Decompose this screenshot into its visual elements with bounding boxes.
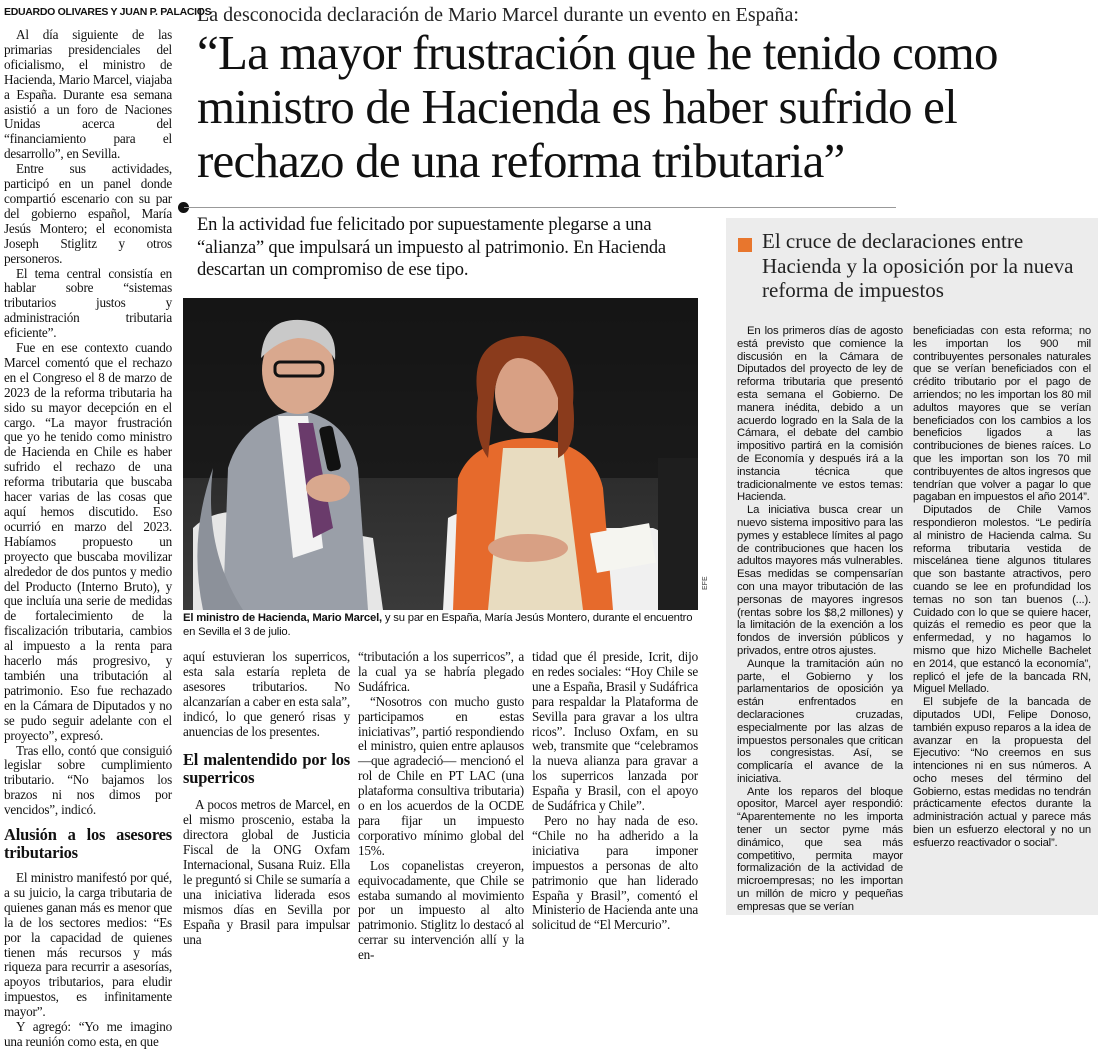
left-column — [4, 27, 172, 1049]
paragraph: Pero no hay nada de eso. “Chile no ha adherido a la iniciativa para imponer impuestos a personas de alto patrimonio que han liderado España y Brasil”, comentó el Ministerio de Hacienda ante una solicitud de “El Mercurio”. — [532, 812, 698, 933]
paragraph: Tras ello, contó que consiguió legislar sobre cumplimiento tributario. “No bajamos los brazos ni nos dimos por vencidos”, indicó. — [4, 742, 172, 818]
paragraph: tidad que él preside, Icrit, dijo en redes sociales: “Hoy Chile se une a España, Brasil y Sudáfrica para respaldar la Plataforma de Sevilla para gravar a los ultra ricos”. Incluso Oxfam, en su web, transmite que “celebramos la nueva alianza para gravar a los superricos lanzada por España y Brasil, con el apoyo de Sudáfrica y Chile”. — [532, 649, 698, 814]
deck: En la actividad fue felicitado por supuestamente plegarse a una “alianza” que impulsará un impuesto al patrimonio. En Hacienda descartan un compromiso de ese tipo. — [197, 215, 666, 280]
byline: EDUARDO OLIVARES Y JUAN P. PALACIOS — [4, 6, 212, 18]
subheading: El malentendido por los superricos — [183, 750, 350, 787]
paragraph: Fue en ese contexto cuando Marcel comentó que el rechazo en el Congreso el 8 de marzo de 2023 de la reforma tributaria ha sido su mayor decepción en el cargo. “La mayor frustración que yo he tenido como ministro de Hacienda en Chile es haber sufrido el rechazo de una reforma tributaria que buscaba hacer varias de las cosas que aquí hemos discutido. Eso ocurrió en marzo del 2023. Habíamos propuesto un proyecto que buscaba movilizar alrededor de dos puntos y medio del Producto (Interno Bruto), y que incluía una serie de medidas de fortalecimiento de la fiscalización tributaria, cambios al impuesto a la renta para hacerlo más progresivo, y también una tributación al patrimonio. Eso fue rechazado en la Cámara de Diputados y no se pudo seguir adelante con el proyecto”, expresó. — [4, 340, 172, 743]
column-3 — [358, 649, 524, 963]
news-photo — [183, 298, 698, 610]
paragraph: Entre sus actividades, participó en un panel donde compartió escenario con su par del gobierno español, María Jesús Montero; el economista Joseph Stiglitz y otros personeros. — [4, 161, 172, 266]
caption-bold: El ministro de Hacienda, Mario Marcel, — [183, 612, 382, 624]
sidebar-column-1 — [737, 325, 903, 913]
subheading: Alusión a los asesores tributarios — [4, 825, 172, 862]
paragraph: Al día siguiente de las primarias presidenciales del oficialismo, el ministro de Hacienda, Mario Marcel, viajaba a España. Durante esa semana asistió a un foro de Naciones Unidas acerca del “financiamiento para el desarrollo”, en Sevilla. — [4, 27, 172, 162]
photo-illustration — [183, 298, 698, 610]
paragraph: Aunque la tramitación aún no parte, el Gobierno y los parlamentarios de oposición ya están enfrentados en declaraciones cruzadas, especialmente por las alzas de impuestos personales que critican los congresistas. Así, se complicaría el avance de la iniciativa. — [737, 657, 903, 785]
paragraph: Los copanelistas creyeron, equivocadamente, que Chile se estaba sumando al movimiento por un impuesto al alto patrimonio. Stiglitz lo destacó al cerrar su intervención allí y la en- — [358, 857, 524, 963]
paragraph: El tema central consistía en hablar sobre “sistemas tributarios justos y administración tributaria eficiente”. — [4, 265, 172, 341]
paragraph: A pocos metros de Marcel, en el mismo proscenio, estaba la directora global de Justicia Fiscal de la ONG Oxfam Internacional, Susana Ruiz. Ella le preguntó si Chile se sumaría a una iniciativa liderada esos mismos días en Sevilla por España y Brasil para impulsar una — [183, 797, 350, 947]
paragraph: Ante los reparos del bloque opositor, Marcel ayer respondió: “Aparentemente no les importa tener un sector pyme más dinámico, que sea más competitivo, permita mayor formalización de la actividad de microempresas; no les importan un millón de micro y pequeñas empresas que se verían — [737, 785, 903, 913]
paragraph: aquí estuvieran los superricos, esta sala estaría repleta de asesores tributarios. No alcanzarían a caber en esta sala”, indicó, lo que generó risas y anuencias de los presentes. — [183, 649, 350, 739]
sidebar-column-2 — [913, 325, 1091, 910]
paragraph: El subjefe de la bancada de diputados UDI, Felipe Donoso, también expuso reparos a la idea de avanzar en la propuesta del Ejecutivo: “No creemos en sus intenciones ni en sus números. A ocho meses del término del Gobierno, estas medidas no tendrán prácticamente efectos durante la administración actual y parece más bien un esfuerzo electoral y no un esfuerzo reactivador o social”. — [913, 696, 1091, 849]
paragraph: “tributación a los superricos”, a la cual ya se habría plegado Sudáfrica. — [358, 649, 524, 694]
paragraph: La iniciativa busca crear un nuevo sistema impositivo para las pymes y establece límites al pago de contribuciones que hacen los adultos mayores más vulnerables. Esas medidas se compensarían con una mayor tributación de las personas de mayores ingresos (rentas sobre los $8,2 millones) y la limitación de la exención a los fondos de inversión públicos y privados, entre otros ajustes. — [737, 504, 903, 657]
paragraph: Y agregó: “Yo me imagino una reunión como esta, en que — [4, 1019, 172, 1049]
orange-square-icon — [738, 238, 752, 252]
column-2 — [183, 649, 350, 947]
paragraph: Diputados de Chile Vamos respondieron molestos. “Le pediría al ministro de Hacienda calma. Su reforma tributaria vestida de miscelánea tiene algunos titulares que son bastante atractivos, pero cuando se lee en profundidad los temas no son tan buenos (...). Cuidado con lo que se quiere hacer, quizás el remedio es peor que la enfermedad, y no hagamos lo mismo que hizo Michelle Bachelet en 2014, que estancó la economía”, replicó el jefe de la bancada RN, Miguel Mellado. — [913, 504, 1091, 696]
divider — [184, 207, 896, 208]
column-4 — [532, 649, 698, 933]
photo-caption — [183, 612, 698, 639]
kicker: La desconocida declaración de Mario Marcel durante un evento en España: — [197, 4, 799, 26]
sidebar-title: El cruce de declaraciones entre Hacienda y la oposición por la nueva reforma de impuestos — [762, 229, 1074, 302]
paragraph: beneficiadas con esta reforma; no les importan los 900 mil contribuyentes personales naturales que se verían beneficiados con el crédito tributario por el pago de arriendos; no les importan los 80 mil adultos mayores que se verían beneficiados con los cambios a los beneficios ligados a las contribuciones de bienes raíces. Lo que les importan son los 70 mil contribuyentes de altos ingresos que tendrían que volver a pagar lo que pagaban en impuestos el año 2014”. — [913, 325, 1091, 504]
paragraph: En los primeros días de agosto está previsto que comience la discusión en la Cámara de Diputados del proyecto de ley de reforma tributaria que presentó esta semana el Gobierno. De manera inédita, debido a un acuerdo logrado en la Sala de la Cámara, el debate del cambio impositivo partirá en la comisión de Economía y después irá a la instancia técnica que tradicionalmente ve estos temas: Hacienda. — [737, 325, 903, 504]
headline: “La mayor frustración que he tenido como ministro de Hacienda es haber sufrido el rechazo de una reforma tributaria” — [197, 25, 998, 188]
photo-credit: EFE — [702, 576, 709, 590]
paragraph: “Nosotros con mucho gusto participamos en estas iniciativas”, partió respondiendo el ministro, quien entre aplausos —que agradeció— mencionó el rol de Chile en PT LAC (una plataforma consultiva tributaria) o en los acuerdos de la OCDE para fijar un impuesto corporativo mínimo global del 15%. — [358, 693, 524, 858]
caption-text: y su par en España, María Jesús Montero, durante el encuentro en Sevilla el 3 de julio. — [183, 612, 693, 638]
paragraph: El ministro manifestó por qué, a su juicio, la carga tributaria de quienes ganan más es menor que la de los sectores medios: “Es por la capacidad de quienes tienen más recursos y más riqueza para recurrir a asesorías, apoyos tributarios, para eludir impuestos, es infinitamente mayor”. — [4, 870, 172, 1020]
